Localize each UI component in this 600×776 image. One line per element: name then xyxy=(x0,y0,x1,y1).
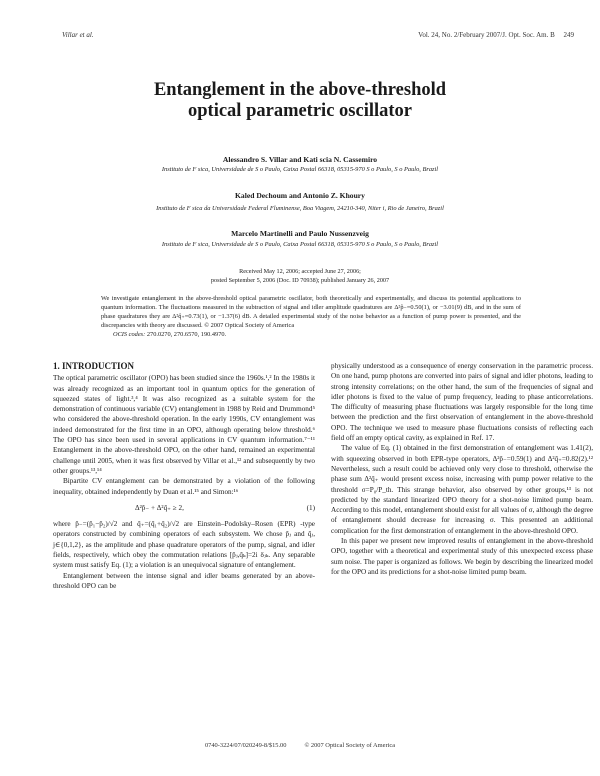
author-group-1-names: Alessandro S. Villar and Kati scia N. Cassemiro xyxy=(222,155,378,164)
right-paragraph-2: The value of Eq. (1) obtained in the first demonstration of entanglement was 1.41(2), with squeezing observed in both EPR-type operators, Δ²p̂₋=0.59(1) and Δ²q̂₊=0.82(2).¹² Nevertheless, such a result could be achieved only very close to threshold, otherwise the phase sum Δ²q̂₊ would present excess noise, increasing with pump power relative to the threshold σ=P₀/P_th. This strange behavior, also observed by other groups,¹³ is not predicted by the standard linearized OPO theory for a shot-noise limited pump beam. According to this model, entanglement should exist for all values of σ, although the degree of entanglement should decrease for increasing σ. This presented an additional complication for the first demonstration of entanglement in the above-threshold OPO. xyxy=(331,444,593,535)
running-header-authors: Villar et al. xyxy=(62,31,94,39)
right-paragraph-1: physically understood as a consequence of energy conservation in the parametric process. On one hand, pump photons are converted into pairs of signal and idler photons, leading to strong intensity correlations; on the other hand, the sum of the frequencies of signal and idler photons is fixed to the value of pump frequency, leading to phase anticorrelations. The difficulty of measuring phase fluctuations was largely responsible for the long time between the prediction and the first observation of entanglement in the above-threshold OPO. The technique we used to measure phase fluctuations consists of reflecting each field off an empty optical cavity, as explained in Ref. 17. xyxy=(331,362,593,443)
paper-title-line-1: Entanglement in the above-threshold xyxy=(153,80,447,100)
footer-copyright: © 2007 Optical Society of America xyxy=(304,742,396,749)
abstract-text: We investigate entanglement in the above-threshold optical parametric oscillator, both theoretically and experimentally, and discuss its potential applications to quantum information. The fluctuations measured in the subtraction of signal and idler amplitude quadratures are Δ²p̂₋=0.50(1), or −3.01(9) dB, and in the sum of phase quadratures they are Δ²q̂₊=0.73(1), or −1.37(6) dB. A detailed experimental study of the noise behavior as a function of pump power is presented, and the discrepancies with theory are discussed. © 2007 Optical Society of America xyxy=(101,295,521,329)
ocis-label: OCIS codes: xyxy=(113,331,146,338)
received-accepted-date: Received May 12, 2006; accepted June 27, 2006; xyxy=(239,268,361,275)
author-group-1-affiliation: Instituto de F sica, Universidade de S o Paulo, Caixa Postal 66318, 05315-970 S o Paulo, S o Paulo, Brazil xyxy=(161,166,439,173)
equation-1 xyxy=(53,503,315,513)
intro-paragraph-2: Bipartite CV entanglement can be demonstrated by a violation of the following inequality, obtained independently by Duan et al.¹⁵ and Simon:¹⁶ xyxy=(53,477,315,496)
author-group-2-affiliation: Instituto de F sica da Universidade Federal Fluminense, Boa Viagem, 24210-340, Niter i, Rio de Janeiro, Brazil xyxy=(156,205,444,212)
right-paragraph-3: In this paper we present new improved results of entanglement in the above-threshold OPO, together with a theoretical and experimental study of this unexpected excess phase sum noise. The paper is organized as follows. We begin by describing the linearized model for the OPO and its predictions for a shot-noise limited pump beam. xyxy=(331,537,593,576)
intro-paragraph-1: The optical parametric oscillator (OPO) has been studied since the 1960s.¹,² In the 1980s it was already recognized as an important tool in quantum optics for the generation of squeezed states of light.³,⁴ It was also recognized as a suitable system for the demonstration of continuous variable (CV) entanglement in 1988 by Reid and Drummond⁵ who considered the above-threshold operation. In the early 1990s, CV entanglement was indeed demonstrated for the first time in an OPO, although operating below threshold.⁶ The OPO has since been used in several applications in CV quantum information.⁷⁻¹¹ Entanglement in the above-threshold OPO, on the other hand, remained an experimental challenge until 2005, when it was first observed by Villar et al.,¹² and subsequently by two other groups.¹³,¹⁴ xyxy=(53,374,315,475)
page-footer xyxy=(0,742,600,749)
intro-paragraph-4: Entanglement between the intense signal and idler beams generated by an above-threshold OPO can be xyxy=(53,571,315,590)
right-column xyxy=(331,361,593,577)
footer-code: 0740-3224/07/020249-8/$15.00 xyxy=(204,742,287,749)
abstract xyxy=(101,294,521,339)
author-group-3-names: Marcelo Martinelli and Paulo Nussenzveig xyxy=(231,229,369,238)
author-group-2-names: Kaled Dechoum and Antonio Z. Khoury xyxy=(235,191,365,200)
publication-dates xyxy=(0,267,600,285)
left-column xyxy=(53,361,315,591)
ocis-codes xyxy=(101,330,521,339)
section-heading-introduction: 1. INTRODUCTION xyxy=(53,361,135,371)
author-group-3-affiliation: Instituto de F sica, Universidade de S o Paulo, Caixa Postal 66318, 05315-970 S o Paulo, S o Paulo, Brazil xyxy=(161,241,439,248)
posted-published-date: posted September 5, 2006 (Doc. ID 70938); published January 26, 2007 xyxy=(210,277,390,284)
intro-paragraph-3: where p̂₋=(p̂₁−p̂₂)/√2 and q̂₊=(q̂₁+q̂₂)/√2 are Einstein–Podolsky–Rosen (EPR) -type operators constructed by combining operators of each subsystem. We chose p̂ⱼ and q̂ⱼ, j∈{0,1,2}, as the amplitude and phase quadrature operators of the pump, signal, and idler fields, respectively, which obey the commutation relations [p̂ⱼ,q̂ₖ]=2i δⱼₖ. Any separable system must satisfy Eq. (1); a violation is an unequivocal signature of entanglement. xyxy=(53,520,315,570)
equation-1-expression: Δ²p̂₋ + Δ²q̂₊ ≥ 2, xyxy=(135,503,184,512)
paper-title xyxy=(0,80,600,122)
paper-title-line-2: optical parametric oscillator xyxy=(188,101,412,121)
equation-1-number: (1) xyxy=(306,503,315,512)
ocis-values: 270.0270, 270.6570, 190.4970. xyxy=(146,331,227,338)
running-header-journal: Vol. 24, No. 2/February 2007/J. Opt. Soc. Am. B 249 xyxy=(418,31,574,39)
